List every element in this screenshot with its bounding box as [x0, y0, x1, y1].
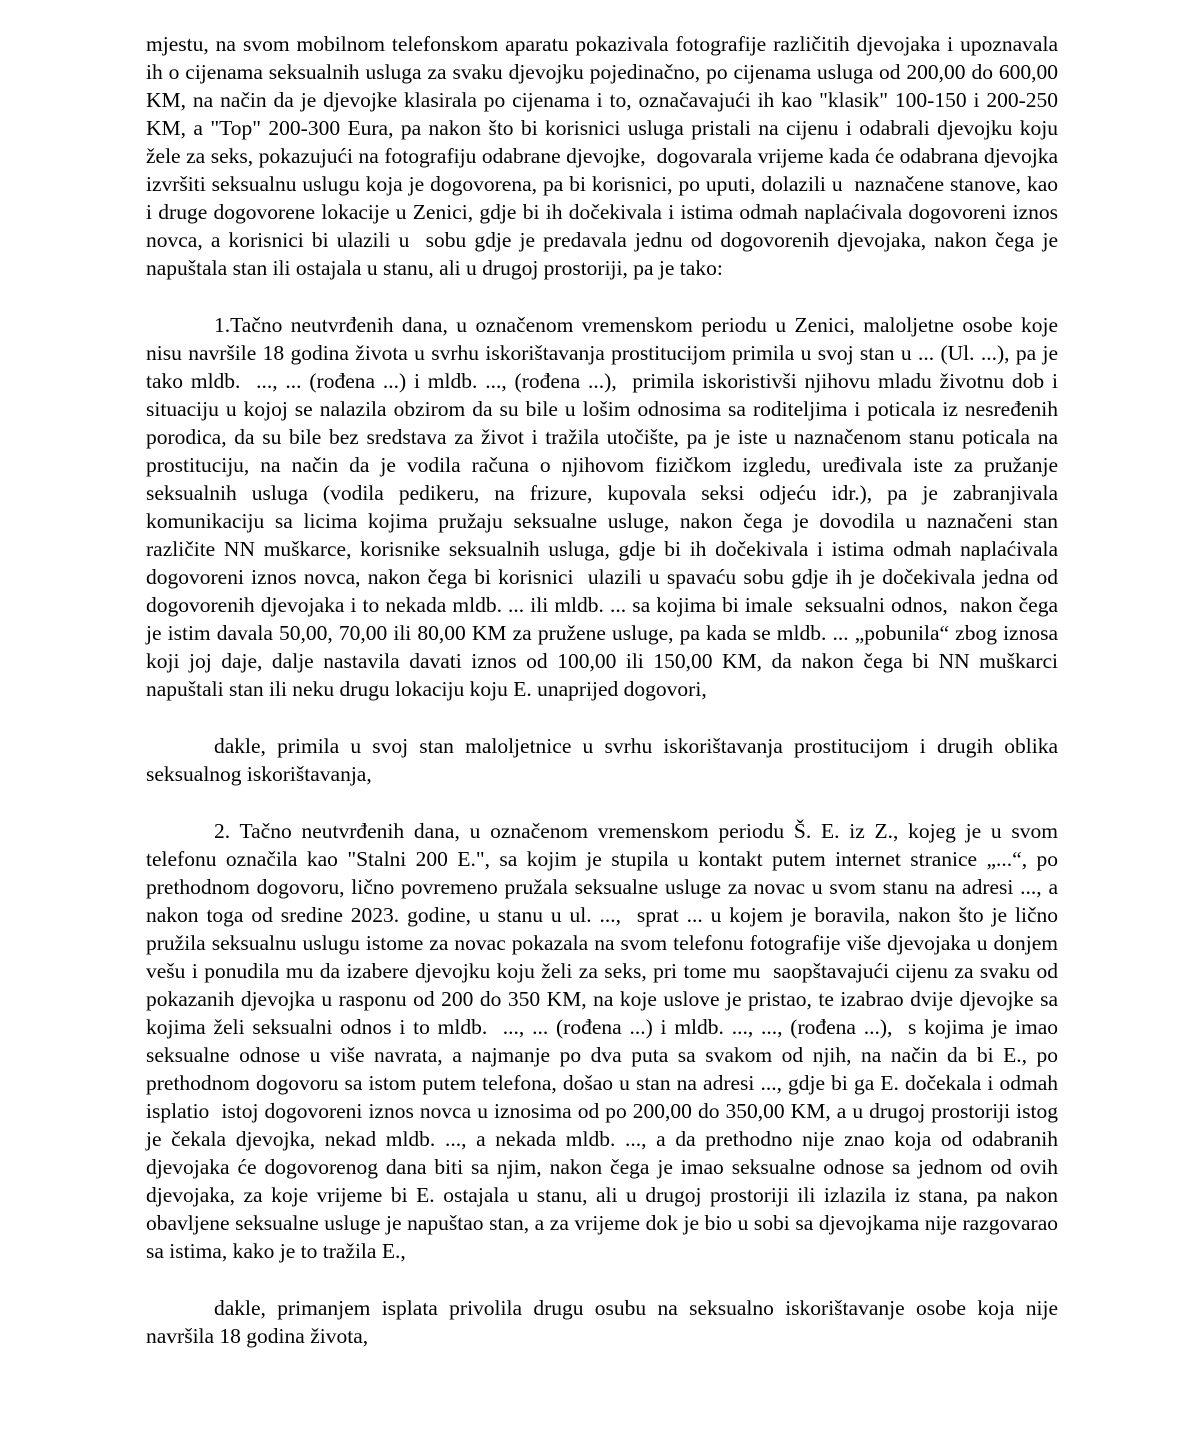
- count-1-paragraph: 1.Tačno neutvrđenih dana, u označenom vremenskom periodu u Zenici, maloljetne osobe koje nisu navršile 18 godina života u svrhu iskorištavanja prostitucijom primila u svoj stan u ... (Ul. ...), pa je tako mldb. ..., ... (rođena ...) i mldb. ..., (rođena ...), primila iskoristivši njihovu mladu životnu dob i situaciju u kojoj se nalazila obzirom da su bile u lošim odnosima sa roditeljima i poticala iz nesređenih porodica, da su bile bez sredstava za život i tražila utočište, pa je iste u naznačenom stanu poticala na prostituciju, na način da je vodila računa o njihovom fizičkom izgledu, uređivala iste za pružanje seksualnih usluga (vodila pedikeru, na frizure, kupovala seksi odjeću idr.), pa je zabranjivala komunikaciju sa licima kojima pružaju seksualne usluge, nakon čega je dovodila u naznačeni stan različite NN muškarce, korisnike seksualnih usluga, gdje bi ih dočekivala i istima odmah naplaćivala dogovoreni iznos novca, nakon čega bi korisnici ulazili u spavaću sobu gdje ih je dočekivala jedna od dogovorenih djevojaka i to nekada mldb. ... ili mldb. ... sa kojima bi imale seksualni odnos, nakon čega je istim davala 50,00, 70,00 ili 80,00 KM za pružene usluge, pa kada se mldb. ... „pobunila“ zbog iznosa koji joj daje, dalje nastavila davati iznos od 100,00 ili 150,00 KM, da nakon čega bi NN muškarci napuštali stan ili neku drugu lokaciju koju E. unaprijed dogovori,: [146, 313, 1069, 701]
- dakle-clause-2: dakle, primanjem isplata privolila drugu osubu na seksualno iskorištavanje osobe koja nije navršila 18 godina života,: [146, 1296, 1064, 1348]
- dakle-clause-1: dakle, primila u svoj stan maloljetnice u svrhu iskorištavanja prostitucijom i drugih oblika seksualnog iskorištavanja,: [146, 734, 1064, 786]
- paragraph-continuation: mjestu, na svom mobilnom telefonskom aparatu pokazivala fotografije različitih djevojaka i upoznavala ih o cijenama seksualnih usluga za svaku djevojku pojedinačno, po cijenama usluga od 200,00 do 600,00 KM, na način da je djevojke klasirala po cijenama i to, označavajući ih kao "klasik" 100-150 i 200-250 KM, a "Top" 200-300 Eura, pa nakon što bi korisnici usluga pristali na cijenu i odabrali djevojku koju žele za seks, pokazujući na fotografiju odabrane djevojke, dogovarala vrijeme kada će odabrana djevojka izvršiti seksualnu uslugu koja je dogovorena, pa bi korisnici, po uputi, dolazili u naznačene stanove, kao i druge dogovorene lokacije u Zenici, gdje bi ih dočekivala i istima odmah naplaćivala dogovoreni iznos novca, a korisnici bi ulazili u sobu gdje je predavala jednu od dogovorenih djevojaka, nakon čega je napuštala stan ili ostajala u stanu, ali u drugoj prostoriji, pa je tako:: [146, 32, 1064, 280]
- count-2-paragraph: 2. Tačno neutvrđenih dana, u označenom vremenskom periodu Š. E. iz Z., kojeg je u svom telefonu označila kao "Stalni 200 E.", sa kojim je stupila u kontakt putem internet stranice „...“, po prethodnom dogovoru, lično povremeno pružala seksualne usluge za novac u svom stanu na adresi ..., a nakon toga od sredine 2023. godine, u stanu u ul. ..., sprat ... u kojem je boravila, nakon što je lično pružila seksualnu uslugu istome za novac pokazala na svom telefonu fotografije više djevojaka u donjem vešu i ponudila mu da izabere djevojku koju želi za seks, pri tome mu saopštavajući cijenu za svaku od pokazanih djevojka u rasponu od 200 do 350 KM, na koje uslove je pristao, te izabrao dvije djevojke sa kojima želi seksualni odnos i to mldb. ..., ... (rođena ...) i mldb. ..., ..., (rođena ...), s kojima je imao seksualne odnose u više navrata, a najmanje po dva puta sa svakom od njih, na način da bi E., po prethodnom dogovoru sa istom putem telefona, došao u stan na adresi ..., gdje bi ga E. dočekala i odmah isplatio istoj dogovoreni iznos novca u iznosima od po 200,00 do 350,00 KM, a u drugoj prostoriji istog je čekala djevojka, nekad mldb. ..., a nekada mldb. ..., a da prethodno nije znao koja od odabranih djevojaka će dogovorenog dana biti sa njim, nakon čega je imao seksualne odnose sa jednom od ovih djevojaka, za koje vrijeme bi E. ostajala u stanu, ali u drugoj prostoriji ili izlazila iz stana, pa nakon obavljene seksualne usluge je napuštao stan, a za vrijeme dok je bio u sobi sa djevojkama nije razgovarao sa istima, kako je to tražila E.,: [146, 819, 1064, 1263]
